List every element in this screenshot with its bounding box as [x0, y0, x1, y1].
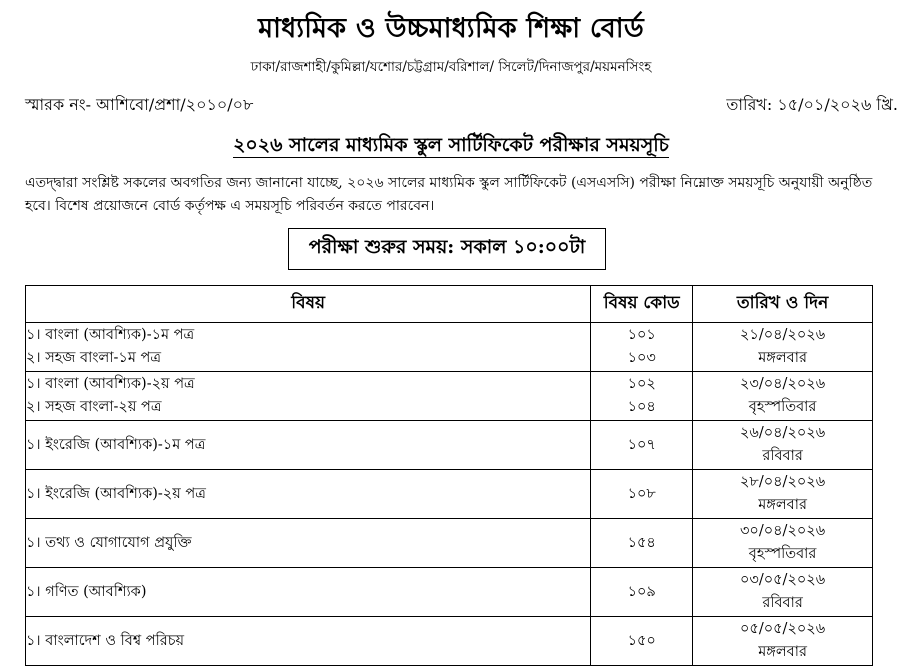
date-cell: [693, 568, 873, 617]
subject-code: ১০৯: [627, 583, 656, 600]
subject-line: ১। তথ্য ও যোগাযোগ প্রযুক্তি: [26, 534, 192, 551]
table-header-row: [26, 286, 873, 323]
subject-line: ১। গণিত (আবশ্যিক): [26, 583, 147, 600]
exam-day: মঙ্গলবার: [758, 497, 807, 513]
subject-cell: [26, 568, 591, 617]
code-cell: [591, 519, 693, 568]
subject-code: ১০২: [627, 376, 656, 392]
subject-code: ১০৭: [627, 436, 656, 453]
code-column-header: বিষয় কোড: [591, 286, 693, 323]
subject-line: ১। বাংলা (আবশ্যিক)-১ম পত্র: [26, 327, 195, 343]
subject-code: ১০৮: [627, 485, 656, 502]
subject-line: ১। বাংলাদেশ ও বিশ্ব পরিচয়: [26, 632, 185, 649]
exam-day: মঙ্গলবার: [758, 350, 807, 366]
subject-line: ১। ইংরেজি (আবশ্যিক)-২য় পত্র: [26, 485, 206, 502]
subject-cell: [26, 470, 591, 519]
subject-line: ১। ইংরেজি (আবশ্যিক)-১ম পত্র: [26, 436, 206, 453]
date-cell: [693, 519, 873, 568]
subject-cell: [26, 421, 591, 470]
subject-cell: [26, 519, 591, 568]
memo-row: [25, 92, 898, 119]
exam-day: রবিবার: [762, 595, 803, 611]
code-cell: [591, 421, 693, 470]
table-row: [26, 568, 873, 617]
notice-paragraph: এতদ্দ্বারা সংশ্লিষ্ট সকলের অবগতির জন্য জানানো যাচ্ছে, ২০২৬ সালের মাধ্যমিক স্কুল সার্টিফিকেট (এসএসসি) পরীক্ষা নিম্নোক্ত সময়সূচি অনুযায়ী অনুষ্ঠিত হবে। বিশেষ প্রয়োজনে বোর্ড কর্তৃপক্ষ এ সময়সূচি পরিবর্তন করতে পারবেন।: [25, 175, 873, 214]
board-name: মাধ্যমিক ও উচ্চমাধ্যমিক শিক্ষা বোর্ড: [258, 13, 644, 44]
exam-date: ২১/০৪/২০২৬: [740, 327, 826, 343]
memo-number: স্মারক নং- আশিবো/প্রশা/২০১০/০৮: [25, 95, 254, 114]
date-cell: [693, 372, 873, 421]
code-cell: [591, 470, 693, 519]
exam-date: ০৫/০৫/২০২৬: [740, 621, 826, 637]
subject-cell: [26, 323, 591, 372]
exam-date: ২৮/০৪/২০২৬: [740, 474, 826, 490]
schedule-title: [0, 131, 902, 163]
exam-day: মঙ্গলবার: [758, 644, 807, 660]
code-cell: [591, 372, 693, 421]
code-cell: [591, 323, 693, 372]
exam-date: ২৬/০৪/২০২৬: [739, 425, 826, 441]
subject-code: ১০৪: [627, 399, 656, 415]
date-cell: [693, 323, 873, 372]
table-row: [26, 519, 873, 568]
exam-day: বৃহস্পতিবার: [748, 399, 817, 415]
board-list: ঢাকা/রাজশাহী/কুমিল্লা/যশোর/চট্টগ্রাম/বরিশাল/ সিলেট/দিনাজপুর/ময়মনসিংহ: [250, 59, 652, 75]
subject-code: ১০৩: [627, 350, 656, 366]
exam-schedule-table: [25, 285, 873, 666]
table-row: [26, 470, 873, 519]
subject-cell: [26, 372, 591, 421]
subject-cell: [26, 617, 591, 666]
subject-line: ১। বাংলা (আবশ্যিক)-২য় পত্র: [26, 376, 195, 392]
table-row: [26, 617, 873, 666]
subject-code: ১০১: [627, 327, 656, 343]
table-row: [26, 421, 873, 470]
exam-day: রবিবার: [762, 448, 803, 464]
date-cell: [693, 421, 873, 470]
exam-date: ২৩/০৪/২০২৬: [739, 376, 826, 392]
code-cell: [591, 617, 693, 666]
exam-date: ৩০/০৪/২০২৬: [739, 523, 826, 539]
exam-date: ০৩/০৫/২০২৬: [739, 572, 826, 588]
code-cell: [591, 568, 693, 617]
table-row: [26, 372, 873, 421]
exam-day: বৃহস্পতিবার: [748, 546, 817, 562]
exam-start-time: পরীক্ষা শুরুর সময়: সকাল ১০:০০টা: [288, 228, 606, 270]
date-column-header: তারিখ ও দিন: [693, 286, 873, 323]
subject-code: ১৫৪: [627, 534, 656, 551]
date-cell: [693, 470, 873, 519]
subject-column-header: বিষয়: [26, 286, 591, 323]
subject-line: ২। সহজ বাংলা-২য় পত্র: [26, 399, 162, 415]
schedule-title-text: ২০২৬ সালের মাধ্যমিক স্কুল সার্টিফিকেট পরীক্ষার সময়সূচি: [233, 134, 669, 156]
table-row: [26, 323, 873, 372]
subject-code: ১৫০: [627, 632, 656, 649]
issue-date: তারিখ: ১৫/০১/২০২৬ খ্রি.: [726, 95, 898, 114]
date-cell: [693, 617, 873, 666]
subject-line: ২। সহজ বাংলা-১ম পত্র: [26, 350, 161, 366]
